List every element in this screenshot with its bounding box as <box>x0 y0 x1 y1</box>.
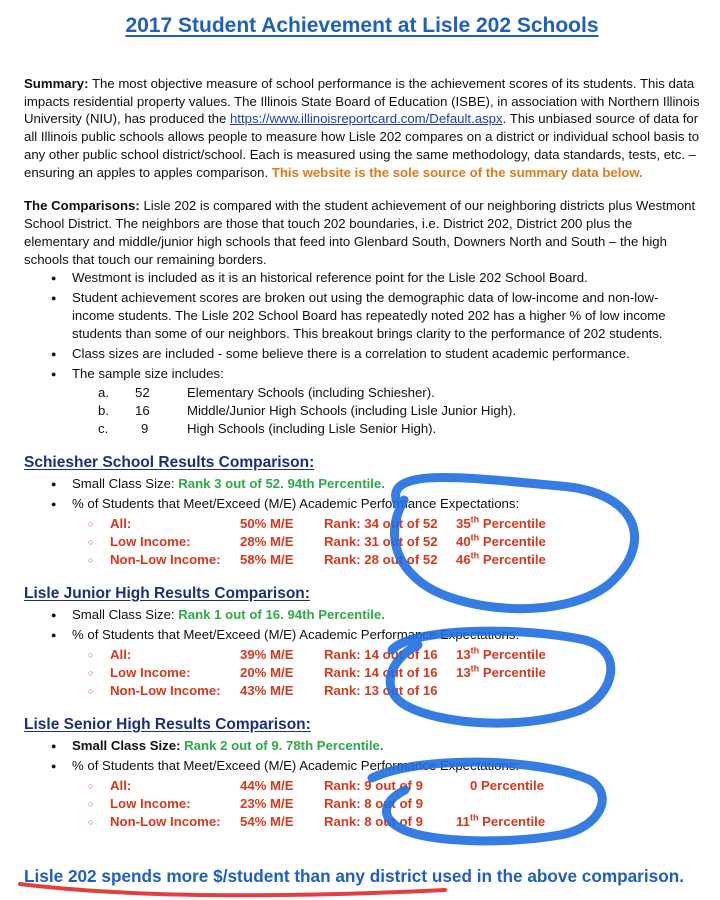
metric-row: ○ All: 39% M/E Rank: 14 out of 16 13th Percentile <box>88 645 546 662</box>
senior-high-section <box>24 714 700 831</box>
section-heading: Schiesher School Results Comparison: <box>24 453 315 471</box>
list-item: ● Westmont is included as it is an historical reference point for the Lisle 202 School Board. <box>72 269 700 287</box>
section-bullets <box>24 475 700 513</box>
footer-statement: Lisle 202 spends more $/student than any district used in the above comparison. <box>24 866 684 886</box>
metrics-list <box>24 646 700 700</box>
summary-highlight: This website is the sole source of the summary data below. <box>271 165 643 181</box>
metric-row: ○ All: 44% M/E Rank: 9 out of 9 0 Percentile <box>88 777 545 793</box>
section-heading: Lisle Senior High Results Comparison: <box>24 715 311 733</box>
metric-row: ○ Non-Low Income: 43% M/E Rank: 13 out of 16 <box>88 682 438 698</box>
metric-row: ○ Non-Low Income: 54% M/E Rank: 8 out of 9 11th Percentile <box>88 812 546 829</box>
class-size-item: ● Small Class Size: Rank 3 out of 52. 94th Percentile. <box>72 475 700 493</box>
class-size-item: ● Small Class Size: Rank 1 out of 16. 94th Percentile. <box>72 606 700 624</box>
sample-item: a. 52 Elementary Schools (including Schiesher). <box>98 384 435 400</box>
metric-row: ○ Low Income: 23% M/E Rank: 8 out of 9 <box>88 795 423 811</box>
class-size-item: ● Small Class Size: Rank 2 out of 9. 78th Percentile. <box>72 737 700 755</box>
list-item: ● Student achievement scores are broken out using the demographic data of low-income and non-low-income students. The Lisle 202 School Board has repeatedly noted 202 has a higher % of low income students than some of our neighbors. This breakout brings clarity to the performance of 202 students. <box>72 289 700 343</box>
metric-row: ○ Low Income: 28% M/E Rank: 31 out of 52 40th Percentile <box>88 532 546 549</box>
metric-row: ○ All: 50% M/E Rank: 34 out of 52 35th Percentile <box>88 514 546 531</box>
comparisons-text: Lisle 202 is compared with the student achievement of our neighboring districts plus Westmont School District. The neighbors are those that touch 202 boundaries, i.e. District 202, District 200 plus the elementary and middle/junior high schools that feed into Glenbard South, Downers North and South – the high schools that touch our remaining borders. <box>24 198 696 268</box>
sample-item: c. 9 High Schools (including Lisle Senior High). <box>98 420 437 436</box>
section-bullets <box>24 737 700 775</box>
metrics-list <box>24 777 700 831</box>
schiesher-section <box>24 452 700 569</box>
metric-row: ○ Non-Low Income: 58% M/E Rank: 28 out of 52 46th Percentile <box>88 550 546 567</box>
metrics-list <box>24 515 700 569</box>
sample-size-label: The sample size includes: <box>72 365 224 381</box>
summary-paragraph <box>24 75 700 183</box>
list-item: ● Class sizes are included - some believe there is a correlation to student academic performance. <box>72 345 700 363</box>
list-item <box>72 365 700 438</box>
section-heading: Lisle Junior High Results Comparison: <box>24 584 310 602</box>
section-bullets <box>24 606 700 644</box>
junior-high-section <box>24 583 700 700</box>
comparisons-paragraph <box>24 197 700 269</box>
report-card-link[interactable]: https://www.illinoisreportcard.com/Default.aspx <box>229 111 503 127</box>
me-label-item: ● % of Students that Meet/Exceed (M/E) Academic Performance Expectations: <box>72 495 700 513</box>
comparisons-lead: The Comparisons: <box>24 198 140 214</box>
summary-lead: Summary: <box>24 75 89 91</box>
me-label-item: ● % of Students that Meet/Exceed (M/E) Academic Performance Expectations: <box>72 626 700 644</box>
metric-row: ○ Low Income: 20% M/E Rank: 14 out of 16 13th Percentile <box>88 663 546 680</box>
summary-text: The most objective measure of school performance is the achievement scores of its students. This data impacts residential property values. The Illinois State Board of Education (ISBE), in association with Northern Illinois University (NIU), has produced the <box>24 75 700 127</box>
me-label-item: ● % of Students that Meet/Exceed (M/E) Academic Performance Expectations: <box>72 757 700 775</box>
sample-size-list <box>72 384 700 438</box>
document-page <box>24 12 700 831</box>
comparisons-bullets <box>24 269 700 438</box>
summary-text-cont: . This unbiased source of data for all Illinois public schools allows people to measure how Lisle 202 compares on a district or individual school basis to any other public school district/school. Each is measured using the same methodology, data standards, tests, etc. – ensuring an apples to apples comparison. <box>24 111 700 181</box>
sample-item: b. 16 Middle/Junior High Schools (including Lisle Junior High). <box>98 402 517 418</box>
page-title: 2017 Student Achievement at Lisle 202 Schools <box>125 14 599 37</box>
